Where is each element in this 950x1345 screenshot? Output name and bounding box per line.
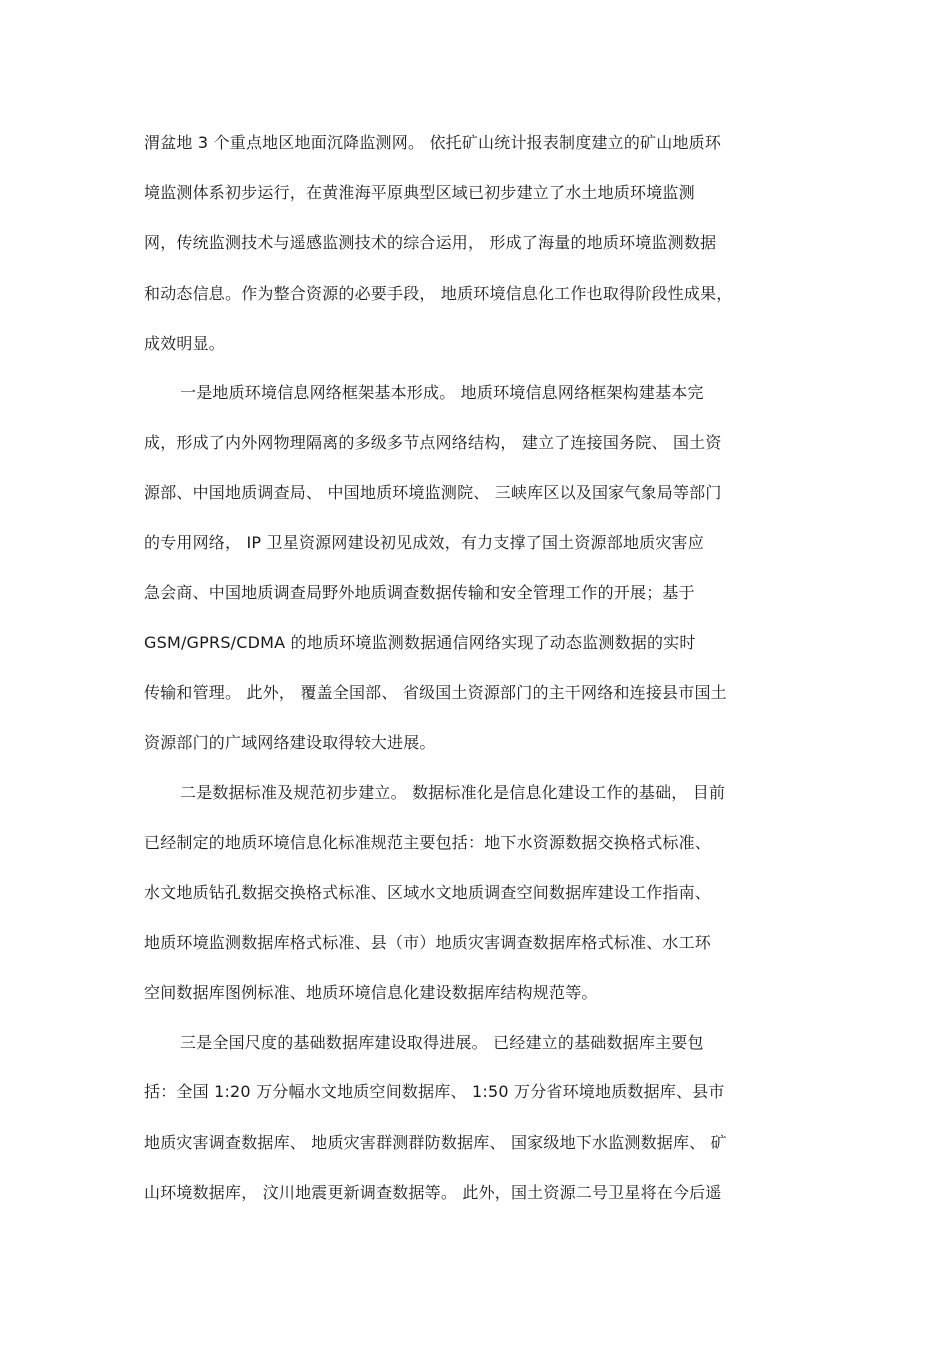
text-line-9: 的专用网络， IP 卫星资源网建设初见成效，有力支撑了国土资源部地质灾害应 — [144, 533, 704, 552]
text-line-10: 急会商、中国地质调查局野外地质调查数据传输和安全管理工作的开展；基于 — [144, 583, 695, 602]
text-line-15: 已经制定的地质环境信息化标准规范主要包括：地下水资源数据交换格式标准、 — [144, 833, 712, 852]
paragraph-2-start: 二是数据标准及规范初步建立。 数据标准化是信息化建设工作的基础， 目前 — [180, 783, 726, 802]
text-line-1: 渭盆地 3 个重点地区地面沉降监测网。 依托矿山统计报表制度建立的矿山地质环 — [144, 133, 722, 152]
paragraph-3-start: 三是全国尺度的基础数据库建设取得进展。 已经建立的基础数据库主要包 — [180, 1033, 704, 1052]
text-line-7: 成，形成了内外网物理隔离的多级多节点网络结构， 建立了连接国务院、 国土资 — [144, 433, 722, 452]
text-line-18: 空间数据库图例标准、地质环境信息化建设数据库结构规范等。 — [144, 983, 598, 1002]
text-line-13: 资源部门的广域网络建设取得较大进展。 — [144, 733, 436, 752]
text-line-17: 地质环境监测数据库格式标准、县（市）地质灾害调查数据库格式标准、水工环 — [144, 933, 712, 952]
text-line-22: 山环境数据库， 汶川地震更新调查数据等。 此外，国土资源二号卫星将在今后遥 — [144, 1183, 722, 1202]
paragraph-1-start: 一是地质环境信息网络框架基本形成。 地质环境信息网络框架构建基本完 — [180, 383, 704, 402]
text-line-20: 括：全国 1:20 万分幅水文地质空间数据库、 1:50 万分省环境地质数据库、县市 — [144, 1082, 725, 1101]
text-line-11: GSM/GPRS/CDMA 的地质环境监测数据通信网络实现了动态监测数据的实时 — [144, 633, 696, 652]
text-line-16: 水文地质钻孔数据交换格式标准、区域水文地质调查空间数据库建设工作指南、 — [144, 883, 712, 902]
text-line-3: 网，传统监测技术与遥感监测技术的综合运用， 形成了海量的地质环境监测数据 — [144, 233, 717, 252]
text-line-8: 源部、中国地质调查局、 中国地质环境监测院、 三峡库区以及国家气象局等部门 — [144, 483, 722, 502]
text-line-4: 和动态信息。作为整合资源的必要手段， 地质环境信息化工作也取得阶段性成果， — [144, 284, 733, 303]
text-line-21: 地质灾害调查数据库、 地质灾害群测群防数据库、 国家级地下水监测数据库、 矿 — [144, 1133, 727, 1152]
text-line-2: 境监测体系初步运行，在黄淮海平原典型区域已初步建立了水土地质环境监测 — [144, 183, 695, 202]
text-line-5: 成效明显。 — [144, 334, 226, 353]
text-line-12: 传输和管理。 此外， 覆盖全国部、 省级国土资源部门的主干网络和连接县市国土 — [144, 683, 727, 702]
